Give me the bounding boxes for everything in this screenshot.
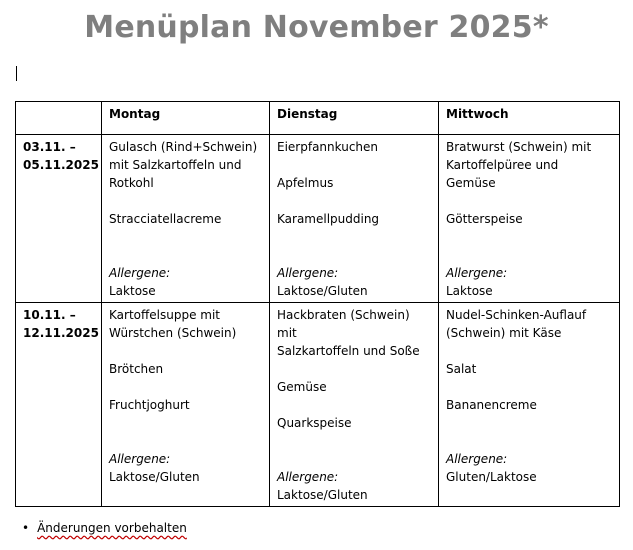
main-dish-line: Bratwurst (Schwein) mit	[446, 140, 592, 154]
week-dates-start: 10.11. –	[23, 308, 76, 322]
week-dates-start: 03.11. –	[23, 140, 76, 154]
main-dish-line: (Schwein) mit Käse	[446, 326, 562, 340]
table-row	[16, 303, 620, 507]
header-tuesday: Dienstag	[270, 102, 439, 135]
menu-cell-monday	[102, 303, 270, 507]
dessert: Stracciatellacreme	[109, 212, 222, 226]
week-dates-end: 12.11.2025	[23, 326, 99, 340]
allergen-label: Allergene:	[109, 266, 171, 280]
main-dish-line: Gulasch (Rind+Schwein)	[109, 140, 258, 154]
bullet-icon: •	[22, 521, 30, 535]
main-dish-line: mit Salzkartoffeln und	[109, 158, 242, 172]
dessert: Fruchtjoghurt	[109, 398, 190, 412]
allergen-label: Allergene:	[277, 470, 339, 484]
allergens: Laktose	[109, 284, 156, 298]
page-title: Menüplan November 2025*	[84, 10, 549, 45]
main-dish-line: Kartoffelpüree und	[446, 158, 559, 172]
main-dish-line: Hackbraten (Schwein) mit	[277, 308, 410, 340]
week-dates-cell	[16, 303, 102, 507]
menu-cell-tuesday	[270, 135, 439, 303]
menu-cell-monday	[102, 135, 270, 303]
main-dish-line: Gemüse	[446, 176, 496, 190]
dessert: Quarkspeise	[277, 416, 352, 430]
header-monday: Montag	[102, 102, 270, 135]
table-row	[16, 135, 620, 303]
main-dish-line: Würstchen (Schwein)	[109, 326, 237, 340]
allergens: Laktose/Gluten	[109, 470, 200, 484]
allergens: Laktose/Gluten	[277, 284, 368, 298]
menu-cell-wednesday	[439, 135, 620, 303]
allergens: Laktose/Gluten	[277, 488, 368, 502]
allergen-label: Allergene:	[446, 266, 508, 280]
week-dates-end: 05.11.2025	[23, 158, 99, 172]
allergens: Gluten/Laktose	[446, 470, 537, 484]
header-empty-cell	[16, 102, 102, 135]
main-dish-line: Eierpfannkuchen	[277, 140, 379, 154]
side-dish: Brötchen	[109, 362, 164, 376]
allergen-label: Allergene:	[109, 452, 171, 466]
allergen-label: Allergene:	[277, 266, 339, 280]
header-wednesday: Mittwoch	[439, 102, 620, 135]
menu-cell-tuesday	[270, 303, 439, 507]
dessert: Götterspeise	[446, 212, 523, 226]
dessert: Karamellpudding	[277, 212, 380, 226]
table-header-row	[16, 102, 620, 135]
side-dish: Salat	[446, 362, 477, 376]
main-dish-line: Rotkohl	[109, 176, 154, 190]
allergens: Laktose	[446, 284, 493, 298]
week-dates-cell	[16, 135, 102, 303]
text-cursor	[16, 66, 17, 81]
dessert: Bananencreme	[446, 398, 537, 412]
main-dish-line: Kartoffelsuppe mit	[109, 308, 220, 322]
allergen-label: Allergene:	[446, 452, 508, 466]
notes-list	[22, 521, 187, 535]
side-dish: Gemüse	[277, 380, 327, 394]
main-dish-line: Nudel-Schinken-Auflauf	[446, 308, 587, 322]
main-dish-line: Salzkartoffeln und Soße	[277, 344, 420, 358]
side-dish: Apfelmus	[277, 176, 334, 190]
note-changes-reserved: Änderungen vorbehalten	[37, 521, 187, 535]
menu-cell-wednesday	[439, 303, 620, 507]
menu-table	[15, 101, 620, 507]
